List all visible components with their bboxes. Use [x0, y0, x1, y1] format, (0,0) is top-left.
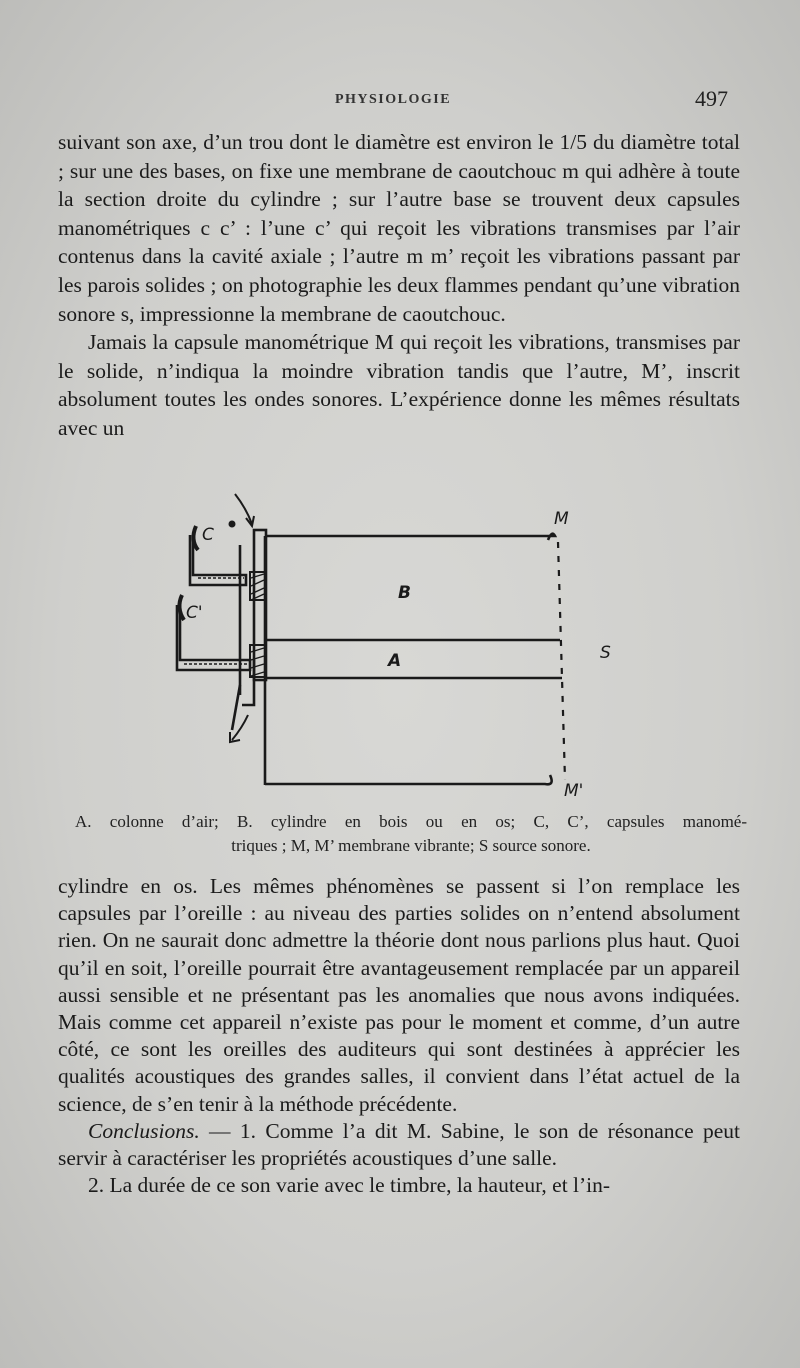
caption-line-2: triques ; M, M’ membrane vibrante; S source sonore. [231, 836, 591, 855]
apparatus-figure [160, 490, 640, 805]
cylinder-top-edge [265, 534, 555, 540]
paragraph: suivant son axe, d’un trou dont le diamètre est environ le 1/5 du diamètre total ; sur une des bases, on fixe une membrane de caoutchouc m qui adhère à toute la section droite du cylindre ; sur l’autre base se trouvent deux capsules manométriques c c’ : l’une c’ qui reçoit les vibrations transmises par l’air contenus dans la cavité axiale ; l’autre m m’ reçoit les vibrations passant par les parois solides ; on photographie les deux flammes pendant qu’une vibration sonore s, impressionne la membrane de caoutchouc. [58, 130, 740, 326]
membrane-dashed-edge [558, 542, 565, 780]
apparatus-diagram [160, 490, 640, 805]
label-b: B [398, 583, 411, 603]
label-m-prime: M' [564, 781, 584, 801]
page-header [58, 88, 728, 116]
label-a: A [388, 651, 402, 671]
paragraph-conclusions [58, 1118, 740, 1172]
text-block-bottom [58, 873, 740, 1199]
conclusions-text: — 1. Comme l’a dit M. Sabine, le son de résonance peut servir à caractériser les propriétés acoustiques d’une salle. [58, 1118, 740, 1171]
text-block-top [58, 128, 740, 443]
page-number: 497 [695, 86, 728, 111]
conclusions-heading: Conclusions. [88, 1118, 200, 1143]
caption-line-1: A. colonne d’air; B. cylindre en bois ou en os; C, C’, capsules manomé- [75, 812, 747, 831]
cylinder-bottom-edge [265, 775, 552, 784]
arrow-top [235, 494, 252, 524]
label-s: S [600, 643, 611, 663]
paragraph: cylindre en os. Les mêmes phénomènes se passent si l’on remplace les capsules par l’oreille : au niveau des parties solides on n’entend absolument rien. On ne saurait donc admettre la théorie dont nous parlions plus haut. Quoi qu’il en soit, l’oreille pourrait être avantageusement remplacée par un appareil aussi sensible et ne présentant pas les anomalies que nous avons indiquées. Mais comme cet appareil n’existe pas pour le moment et comme, d’un autre côté, ce sont les oreilles des auditeurs qui sont destinées à apprécier les qualités acoustiques des grandes salles, il convient dans l’état actuel de la science, de s’en tenir à la méthode précédente. [58, 874, 740, 1116]
figure-caption [75, 810, 747, 858]
paragraph: 2. La durée de ce son varie avec le timbre, la hauteur, et l’in- [88, 1173, 611, 1198]
paragraph: Jamais la capsule manométrique M qui reçoit les vibrations, transmises par le solide, n’indiqua la moindre vibration tandis que l’autre, M’, inscrit absolument toutes les ondes sonores. L’expérience donne les mêmes résultats avec un [58, 330, 740, 440]
label-c: C [202, 525, 214, 545]
label-m: M [554, 509, 569, 529]
label-c-prime: C' [186, 603, 203, 623]
running-head: PHYSIOLOGIE [334, 92, 452, 107]
source-dot [229, 521, 236, 528]
